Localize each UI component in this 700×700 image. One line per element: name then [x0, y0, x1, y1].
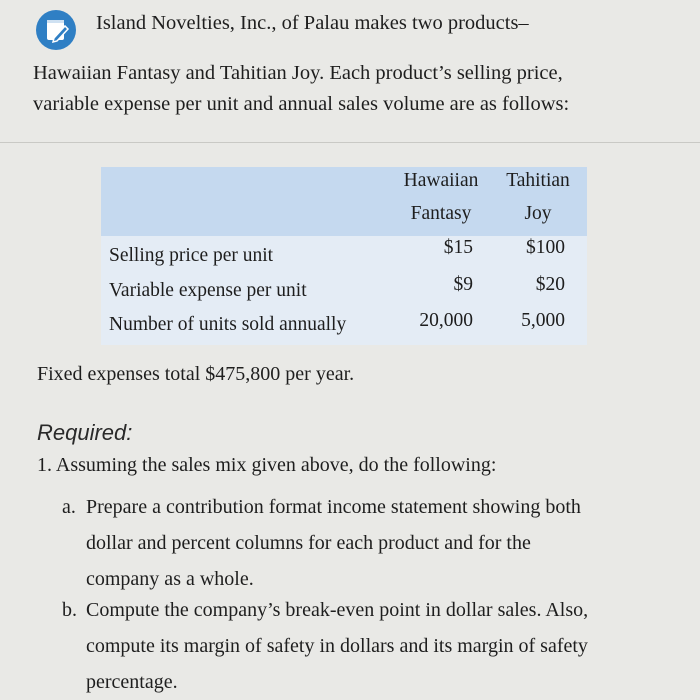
requirement-1b-line-1: Compute the company’s break-even point in dollar sales. Also,: [86, 599, 589, 621]
requirement-1a-line-1: Prepare a contribution format income statement showing both: [86, 496, 581, 518]
fixed-expenses-text: Fixed expenses total $475,800 per year.: [37, 363, 355, 385]
requirement-1a-line-3: company as a whole.: [86, 568, 254, 590]
notepad-pencil-icon: [36, 10, 76, 50]
requirement-1b-label: b.: [62, 599, 77, 621]
requirement-1a-label: a.: [62, 496, 76, 518]
requirement-1a: [62, 489, 672, 597]
row-label-selling-price: Selling price per unit: [109, 245, 274, 266]
col-header-hawaiian-1: Hawaiian: [403, 170, 479, 191]
requirement-1b-line-3: percentage.: [86, 671, 178, 693]
intro-paragraph: [33, 58, 673, 120]
col-header-tahitian-2: Joy: [524, 203, 552, 224]
cell-tj-units-sold: 5,000: [521, 310, 565, 331]
cell-tj-variable-expense: $20: [535, 274, 565, 295]
cell-hf-variable-expense: $9: [453, 274, 473, 295]
row-label-units-sold: Number of units sold annually: [109, 314, 347, 335]
requirement-1b: [62, 592, 672, 700]
requirement-1b-text: [86, 592, 666, 700]
requirement-1a-text: [86, 489, 666, 597]
requirement-1b-line-2: compute its margin of safety in dollars and its margin of safety: [86, 635, 588, 657]
section-divider: [0, 142, 700, 143]
intro-line-3: variable expense per unit and annual sales volume are as follows:: [33, 93, 570, 115]
col-header-tahitian-1: Tahitian: [506, 170, 570, 191]
product-data-table: [101, 167, 587, 345]
intro-line-2: Hawaiian Fantasy and Tahitian Joy. Each product’s selling price,: [33, 62, 563, 84]
required-heading: Required:: [37, 420, 133, 445]
col-header-hawaiian-2: Fantasy: [410, 203, 472, 224]
intro-line-1: Island Novelties, Inc., of Palau makes two products–: [96, 12, 529, 34]
cell-tj-selling-price: $100: [526, 237, 565, 258]
cell-hf-selling-price: $15: [443, 237, 473, 258]
requirement-1a-line-2: dollar and percent columns for each product and for the: [86, 532, 531, 554]
cell-hf-units-sold: 20,000: [419, 310, 473, 331]
requirement-1: 1. Assuming the sales mix given above, do the following:: [37, 454, 497, 476]
row-label-variable-expense: Variable expense per unit: [109, 280, 307, 301]
